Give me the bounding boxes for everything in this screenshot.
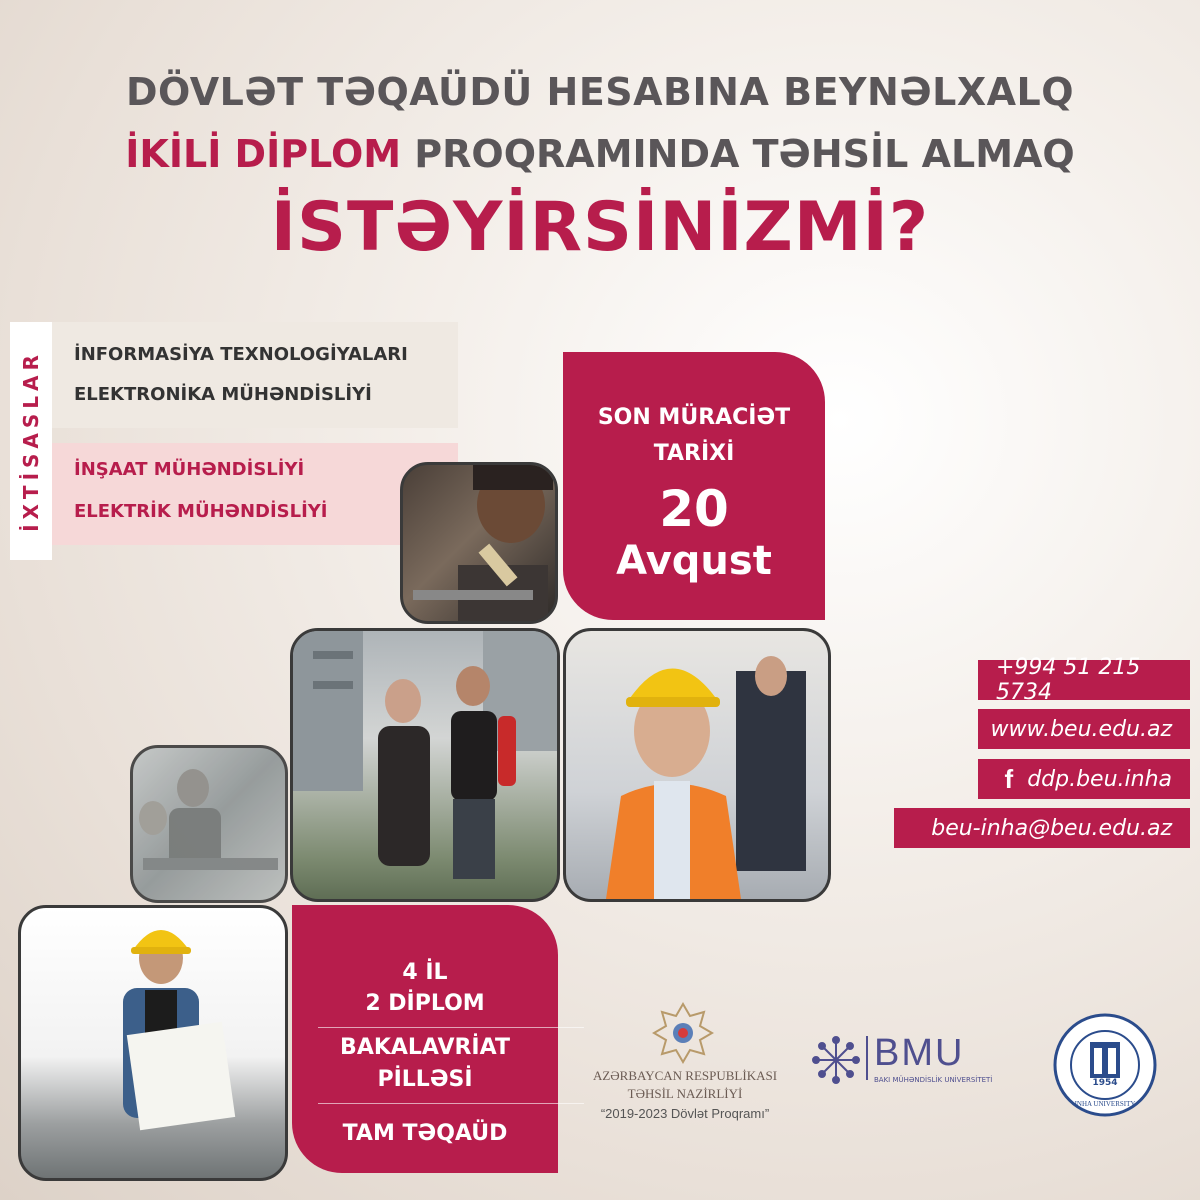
photo-woman-engineer (563, 628, 831, 902)
headline-line-1: DÖVLƏT TƏQAÜDÜ HESABINA BEYNƏLXALQ (125, 70, 1075, 114)
bmu-divider (866, 1036, 868, 1080)
info-level-line-1: BAKALAVRİAT (340, 1035, 510, 1060)
deadline-day: 20 (659, 480, 729, 538)
ministry-logo (590, 1002, 780, 1132)
headline-line-2-rest: PROQRAMINDA TƏHSİL ALMAQ (401, 132, 1075, 176)
specialty-item: ELEKTRİK MÜHƏNDİSLİYİ (74, 501, 328, 522)
specialties-group-1 (52, 322, 458, 428)
specialty-item: İNŞAAT MÜHƏNDİSLİYİ (74, 459, 305, 480)
info-level-line-2: PİLLƏSİ (377, 1067, 473, 1092)
website-text: www.beu.edu.az (990, 716, 1172, 742)
contact-phone[interactable] (978, 655, 1190, 705)
students-illustration (293, 631, 557, 899)
headline-accent: İKİLİ DİPLOM (125, 132, 402, 176)
contact-website[interactable] (978, 709, 1190, 749)
program-info-card (292, 905, 558, 1173)
technician-illustration (403, 465, 555, 621)
inha-year: 1954 (1092, 1078, 1118, 1088)
photo-technician-soldering (400, 462, 558, 624)
photo-students (290, 628, 560, 902)
ministry-emblem-icon (652, 1002, 714, 1064)
phone-text: +994 51 215 5734 (996, 655, 1141, 705)
headline-question: İSTƏYİRSİNİZMİ? (270, 188, 930, 267)
specialty-item: İNFORMASİYA TEXNOLOGİYALARI (74, 344, 408, 365)
deadline-title-line-2: TARİXİ (653, 441, 735, 466)
ministry-name-line-2: TƏHSİL NAZİRLİYİ (627, 1086, 743, 1101)
photo-workers-desk (130, 745, 288, 903)
info-divider (318, 1027, 584, 1028)
inha-name: INHA UNIVERSITY (1074, 1100, 1136, 1108)
info-diplomas: 2 DİPLOM (365, 991, 485, 1016)
contact-email[interactable] (894, 808, 1190, 848)
bmu-network-icon (812, 1036, 860, 1084)
workers-illustration (133, 748, 285, 900)
deadline-title (563, 400, 825, 472)
bmu-abbr: BMU (874, 1032, 965, 1074)
facebook-text: ddp.beu.inha (1027, 766, 1172, 792)
info-scholarship: TAM TƏQAÜD (342, 1121, 508, 1146)
headline-line-2 (0, 132, 1200, 176)
info-years: 4 İL (402, 960, 448, 985)
email-text: beu-inha@beu.edu.az (931, 815, 1172, 841)
deadline-card (563, 352, 825, 620)
deadline-month: Avqust (616, 538, 772, 584)
bmu-logo (812, 1030, 1012, 1090)
info-divider (318, 1103, 584, 1104)
bmu-full-name: BAKI MÜHƏNDİSLİK UNİVERSİTETİ (874, 1076, 993, 1084)
specialties-side-label (10, 322, 52, 560)
engineer-illustration (21, 908, 285, 1178)
woman-engineer-illustration (566, 631, 828, 899)
specialty-item: ELEKTRONİKA MÜHƏNDİSLİYİ (74, 384, 372, 405)
facebook-icon: f (1004, 763, 1014, 794)
inha-university-logo (1052, 1012, 1158, 1118)
ministry-program: “2019-2023 Dövlət Proqramı” (600, 1106, 770, 1121)
ministry-name-line-1: AZƏRBAYCAN RESPUBLİKASI (592, 1068, 778, 1083)
contact-facebook[interactable] (978, 759, 1190, 799)
photo-man-blueprint (18, 905, 288, 1181)
specialties-group-2 (52, 443, 458, 545)
deadline-title-line-1: SON MÜRACİƏT (597, 405, 791, 430)
specialties-label-text: İXTİSASLAR (19, 350, 44, 532)
